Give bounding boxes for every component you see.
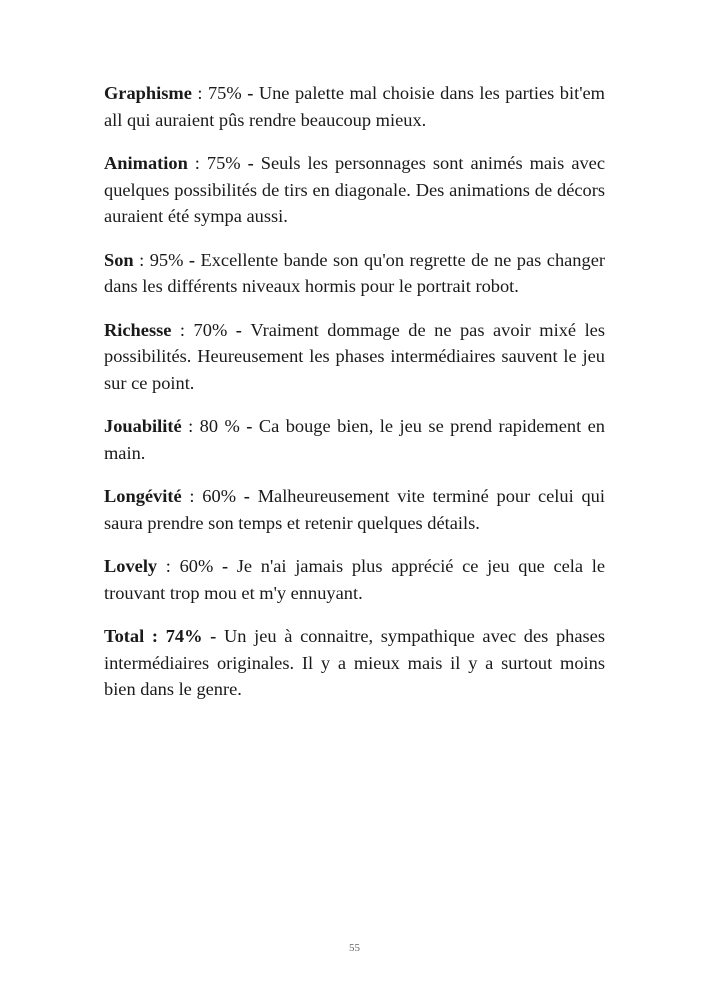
rating-separator: : (181, 486, 203, 506)
rating-dash: - (183, 249, 201, 270)
rating-separator (158, 626, 166, 646)
rating-score: 60% (179, 556, 214, 576)
rating-score: 80 % (199, 416, 240, 436)
rating-category: Longévité (104, 486, 182, 506)
rating-category: Son (104, 249, 134, 270)
rating-jouabilite (104, 413, 605, 466)
rating-dash: - (213, 556, 237, 576)
rating-score: 70% (193, 319, 228, 340)
rating-separator: : (171, 319, 194, 340)
page-number: 55 (349, 942, 360, 954)
rating-category: Graphisme (104, 83, 192, 103)
rating-animation (104, 150, 605, 230)
rating-text: Malheureusement vite terminé pour celui qui saura prendre son temps et retenir quelques détails. (104, 486, 605, 533)
rating-category: Richesse (104, 319, 172, 340)
rating-score: 75% (206, 153, 241, 173)
rating-dash: - (227, 319, 251, 340)
rating-section (104, 80, 605, 703)
rating-separator: : (133, 249, 150, 270)
rating-text: Un jeu à connaitre, sympathique avec des phases intermédiaires originales. Il y a mieux mais il y a surtout moins bien dans le genre. (104, 626, 605, 699)
rating-dash: - (202, 626, 224, 646)
rating-separator: : (181, 416, 200, 436)
rating-text: Excellente bande son qu'on regrette de ne pas changer dans les différents niveaux hormis pour le portrait robot. (104, 249, 605, 296)
rating-separator: : (187, 153, 207, 173)
rating-text: Je n'ai jamais plus apprécié ce jeu que cela le trouvant trop mou et m'y ennuyant. (104, 556, 606, 603)
rating-category: Lovely (104, 556, 158, 576)
rating-category: Jouabilité (104, 416, 182, 436)
rating-dash: - (240, 153, 261, 173)
rating-longevite (104, 483, 605, 536)
rating-score: 75% (207, 83, 242, 103)
rating-lovely (104, 553, 605, 606)
rating-text: Ca bouge bien, le jeu se prend rapidement en main. (104, 416, 606, 463)
rating-graphisme (104, 80, 605, 133)
rating-dash: - (239, 416, 259, 436)
rating-richesse (104, 317, 605, 397)
rating-text: Seuls les personnages sont animés mais avec quelques possibilités de tirs en diagonale. Des animations de décors auraient été sympa aussi. (104, 153, 605, 226)
rating-category: Total : (104, 626, 158, 646)
rating-text: Une palette mal choisie dans les parties bit'em all qui auraient pûs rendre beaucoup mieux. (104, 83, 605, 130)
rating-dash: - (241, 83, 259, 103)
rating-text: Vraiment dommage de ne pas avoir mixé les possibilités. Heureusement les phases intermédiaires sauvent le jeu sur ce point. (104, 319, 605, 393)
rating-score: 95% (149, 249, 184, 270)
rating-total (104, 623, 605, 703)
rating-son (104, 247, 605, 300)
rating-score: 60% (202, 486, 237, 506)
rating-dash: - (236, 486, 258, 506)
rating-separator: : (191, 83, 208, 103)
rating-separator: : (157, 556, 180, 576)
rating-score: 74% (165, 626, 203, 646)
rating-category: Animation (104, 153, 188, 173)
